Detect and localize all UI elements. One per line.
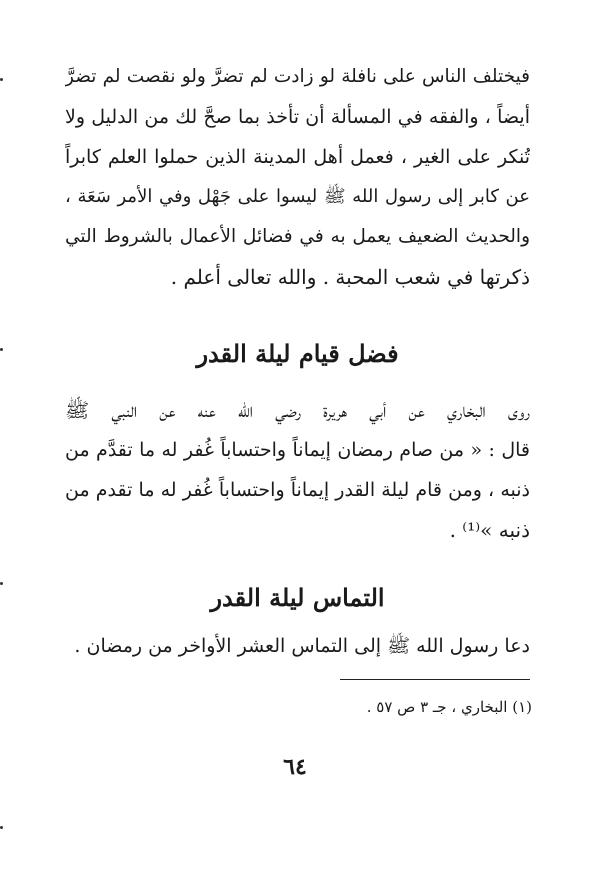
section-heading-seeking: التماس ليلة القدر <box>210 583 385 612</box>
page-number: ٦٤ <box>283 754 307 780</box>
section-heading-virtue: فضل قيام ليلة القدر <box>196 339 399 368</box>
paragraph-hadith <box>65 390 530 550</box>
footnote: (١) البخاري ، جـ ٣ ص ٥٧ . <box>366 698 532 716</box>
scan-mark <box>0 348 3 351</box>
text-line: قال : « من صام رمضان إيماناً واحتساباً غُفر له ما تقدَّم من <box>65 439 530 461</box>
text-line: ذكرتها في شعب المحبة . والله تعالى أعلم . <box>170 265 530 289</box>
scan-mark <box>0 582 3 585</box>
scan-mark <box>0 78 3 81</box>
text-line: فيختلف الناس على نافلة لو زادت لم تضرَّ ولو نقصت لم تضرَّ <box>65 66 530 87</box>
text-line: تُنكر على الغير ، فعمل أهل المدينة الذين حملوا العلم كابراً <box>65 146 530 168</box>
paragraph-jurisprudence <box>65 57 530 297</box>
footnote-separator <box>340 679 530 680</box>
text-line: ذنبه ، ومن قام ليلة القدر إيماناً واحتساباً غُفر له ما تقدم من <box>65 479 530 501</box>
paragraph-seeking <box>65 626 530 666</box>
text-line: دعا رسول الله ﷺ إلى التماس العشر الأواخر من رمضان . <box>74 635 530 657</box>
text-line: أيضاً ، والفقه في المسألة أن تأخذ بما صحَّ لك من الدليل ولا <box>65 106 530 128</box>
text-line: ذنبه »⁽¹⁾ . <box>449 518 530 542</box>
text-line: عن كابر إلى رسول الله ﷺ ليسوا على جَهْل وفي الأمر سَعَة ، <box>65 186 530 207</box>
text-line: روى البخاري عن أبي هريرة رضي الله عنه عن النبي ﷺ <box>65 398 530 422</box>
scan-mark <box>0 826 3 829</box>
text-line: والحديث الضعيف يعمل به في فضائل الأعمال بالشروط التي <box>65 226 530 247</box>
